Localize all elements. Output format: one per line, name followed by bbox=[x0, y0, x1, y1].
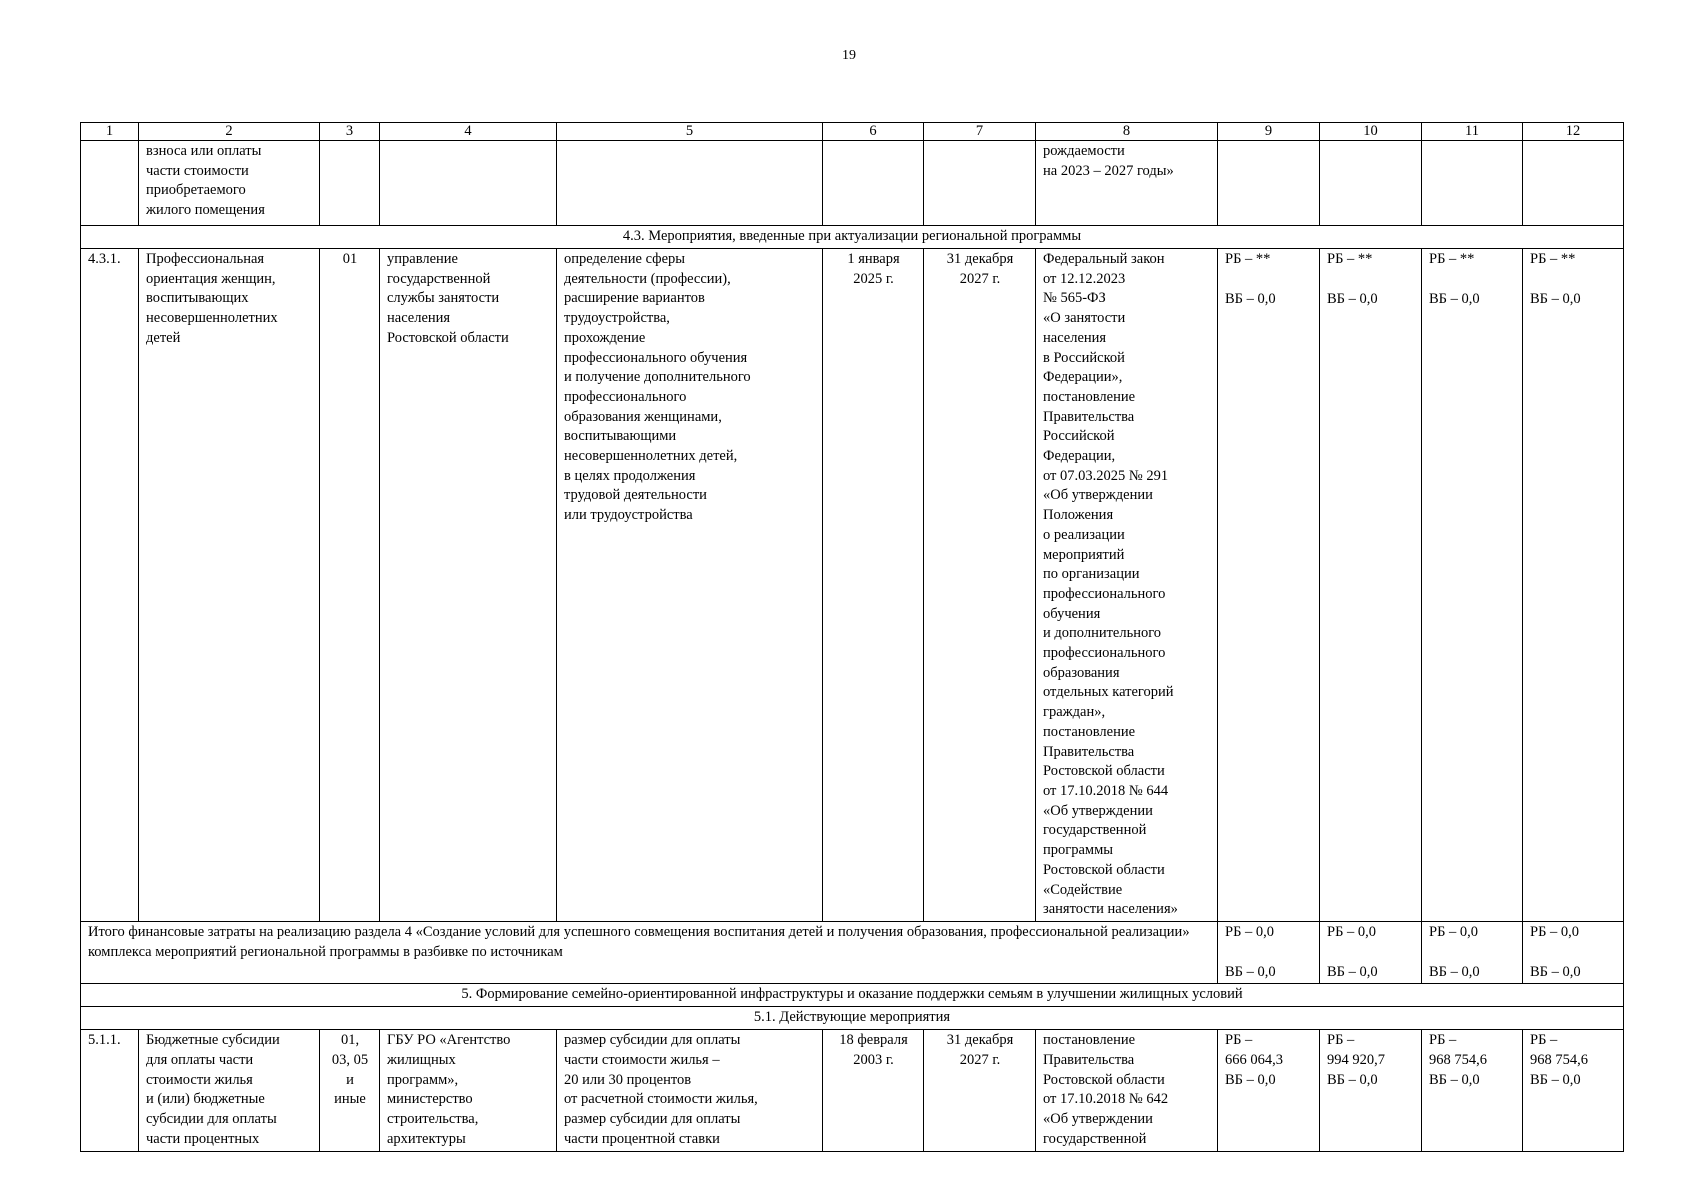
finance-vb: ВБ – 0,0 bbox=[1225, 290, 1276, 307]
cell-end-date: 31 декабря 2027 г. bbox=[924, 249, 1036, 922]
cell-finance bbox=[1422, 141, 1523, 226]
finance-vb: ВБ – 0,0 bbox=[1225, 1071, 1276, 1088]
cell-executor: управление государственной службы занятости населения Ростовской области bbox=[380, 249, 557, 922]
column-number-row bbox=[81, 123, 1624, 141]
cell-finance bbox=[1422, 921, 1523, 983]
finance-rb: РБ – 994 920,7 bbox=[1327, 1032, 1385, 1069]
col-header: 6 bbox=[823, 123, 924, 141]
cell-finance bbox=[1422, 1030, 1523, 1151]
page-number: 19 bbox=[842, 48, 856, 63]
finance-vb: ВБ – 0,0 bbox=[1530, 1071, 1581, 1088]
finance-vb: ВБ – 0,0 bbox=[1327, 963, 1378, 980]
cell-finance bbox=[1218, 1030, 1320, 1151]
col-header: 5 bbox=[557, 123, 823, 141]
finance-rb: РБ – 0,0 bbox=[1225, 923, 1275, 940]
finance-vb: ВБ – 0,0 bbox=[1429, 963, 1480, 980]
cell-end-date: 31 декабря 2027 г. bbox=[924, 1030, 1036, 1151]
col-header: 1 bbox=[81, 123, 139, 141]
table-row bbox=[81, 249, 1624, 922]
cell-finance bbox=[1422, 249, 1523, 922]
col-header: 11 bbox=[1422, 123, 1523, 141]
finance-rb: РБ – 0,0 bbox=[1429, 923, 1479, 940]
finance-rb: РБ – ** bbox=[1327, 251, 1373, 267]
cell-finance bbox=[1523, 249, 1624, 922]
finance-rb: РБ – 968 754,6 bbox=[1530, 1032, 1588, 1069]
finance-vb: ВБ – 0,0 bbox=[1429, 290, 1480, 307]
finance-rb: РБ – ** bbox=[1530, 251, 1576, 267]
finance-rb: РБ – 666 064,3 bbox=[1225, 1032, 1283, 1069]
finance-vb: ВБ – 0,0 bbox=[1327, 290, 1378, 307]
finance-vb: ВБ – 0,0 bbox=[1225, 963, 1276, 980]
subsection-heading-row bbox=[81, 1007, 1624, 1030]
finance-rb: РБ – 968 754,6 bbox=[1429, 1032, 1487, 1069]
cell-start-date: 18 февраля 2003 г. bbox=[823, 1030, 924, 1151]
cell-finance bbox=[1218, 141, 1320, 226]
cell-finance bbox=[1320, 141, 1422, 226]
section-heading: 4.3. Мероприятия, введенные при актуализации региональной программы bbox=[81, 226, 1624, 249]
total-row bbox=[81, 921, 1624, 983]
cell-legal-basis: Федеральный закон от 12.12.2023 № 565-ФЗ «О занятости населения в Российской Федерации», постановление Правительства Российской Федерации, от 07.03.2025 № 291 «Об утверждении Положения о реализации мероприятий по организации профессионального обучения и дополнительного профессионального образования отдельных категорий граждан», постановление Правительства Ростовской области от 17.10.2018 № 644 «Об утверждении государственной программы Ростовской области «Содействие занятости населения» bbox=[1036, 249, 1218, 922]
cell-executor: ГБУ РО «Агентство жилищных программ», министерство строительства, архитектуры bbox=[380, 1030, 557, 1151]
section-heading: 5. Формирование семейно-ориентированной инфраструктуры и оказание поддержки семьям в улучшении жилищных условий bbox=[81, 984, 1624, 1007]
cell-result: размер субсидии для оплаты части стоимости жилья – 20 или 30 процентов от расчетной стоимости жилья, размер субсидии для оплаты части процентной ставки bbox=[557, 1030, 823, 1151]
cell-start-date: 1 января 2025 г. bbox=[823, 249, 924, 922]
col-header: 8 bbox=[1036, 123, 1218, 141]
cell-finance bbox=[1320, 1030, 1422, 1151]
cell-result bbox=[557, 141, 823, 226]
cell-result: определение сферы деятельности (профессии), расширение вариантов трудоустройства, прохождение профессионального обучения и получение дополнительного профессионального образования женщинами, воспитывающими несовершеннолетних детей, в целях продолжения трудовой деятельности или трудоустройства bbox=[557, 249, 823, 922]
cell-measure-name: взноса или оплаты части стоимости приобретаемого жилого помещения bbox=[139, 141, 320, 226]
cell-legal-basis: постановление Правительства Ростовской области от 17.10.2018 № 642 «Об утверждении государственной bbox=[1036, 1030, 1218, 1151]
cell-legal-basis: рождаемости на 2023 – 2027 годы» bbox=[1036, 141, 1218, 226]
cell-finance bbox=[1523, 921, 1624, 983]
cell-number: 5.1.1. bbox=[81, 1030, 139, 1151]
finance-rb: РБ – 0,0 bbox=[1327, 923, 1377, 940]
program-table bbox=[80, 122, 1624, 1152]
cell-finance bbox=[1320, 249, 1422, 922]
subsection-heading: 5.1. Действующие мероприятия bbox=[81, 1007, 1624, 1030]
finance-vb: ВБ – 0,0 bbox=[1429, 1071, 1480, 1088]
cell-number: 4.3.1. bbox=[81, 249, 139, 922]
finance-vb: ВБ – 0,0 bbox=[1530, 290, 1581, 307]
finance-rb: РБ – 0,0 bbox=[1530, 923, 1580, 940]
cell-code: 01, 03, 05 и иные bbox=[320, 1030, 380, 1151]
finance-rb: РБ – ** bbox=[1225, 251, 1271, 267]
cell-finance bbox=[1218, 921, 1320, 983]
col-header: 10 bbox=[1320, 123, 1422, 141]
cell-finance bbox=[1320, 921, 1422, 983]
section-heading-row bbox=[81, 226, 1624, 249]
cell-finance bbox=[1523, 1030, 1624, 1151]
cell-code bbox=[320, 141, 380, 226]
col-header: 9 bbox=[1218, 123, 1320, 141]
col-header: 12 bbox=[1523, 123, 1624, 141]
cell-finance bbox=[1523, 141, 1624, 226]
finance-rb: РБ – ** bbox=[1429, 251, 1475, 267]
finance-vb: ВБ – 0,0 bbox=[1530, 963, 1581, 980]
cell-code: 01 bbox=[320, 249, 380, 922]
table-row-continued bbox=[81, 141, 1624, 226]
cell-finance bbox=[1218, 249, 1320, 922]
cell-measure-name: Бюджетные субсидии для оплаты части стоимости жилья и (или) бюджетные субсидии для оплаты части процентных bbox=[139, 1030, 320, 1151]
cell-executor bbox=[380, 141, 557, 226]
table-row bbox=[81, 1030, 1624, 1151]
total-description: Итого финансовые затраты на реализацию раздела 4 «Создание условий для успешного совмещения воспитания детей и получения образования, профессиональной реализации» комплекса мероприятий региональной программы в разбивке по источникам bbox=[81, 921, 1218, 983]
cell-measure-name: Профессиональная ориентация женщин, воспитывающих несовершеннолетних детей bbox=[139, 249, 320, 922]
col-header: 4 bbox=[380, 123, 557, 141]
col-header: 3 bbox=[320, 123, 380, 141]
cell-end-date bbox=[924, 141, 1036, 226]
cell-start-date bbox=[823, 141, 924, 226]
cell-number bbox=[81, 141, 139, 226]
col-header: 2 bbox=[139, 123, 320, 141]
finance-vb: ВБ – 0,0 bbox=[1327, 1071, 1378, 1088]
section-heading-row bbox=[81, 984, 1624, 1007]
col-header: 7 bbox=[924, 123, 1036, 141]
